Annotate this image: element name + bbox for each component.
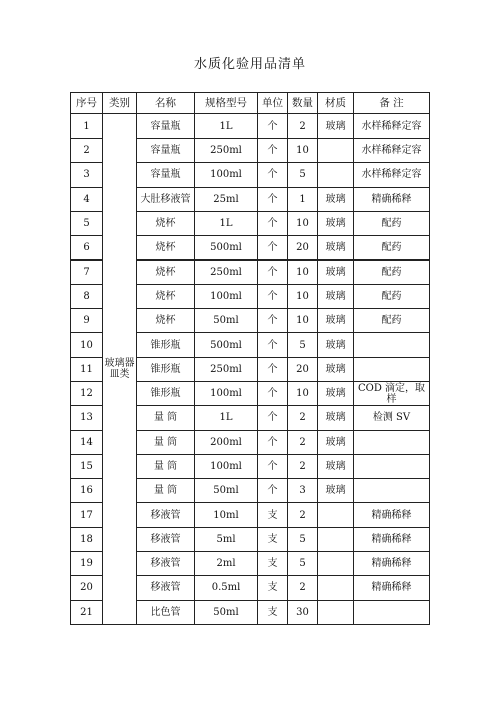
cell-note: 检测 SV [354,406,430,430]
cell-qty: 2 [288,114,318,139]
cell-unit: 个 [258,357,288,381]
cell-qty: 10 [288,260,318,284]
header-cell-material: 材质 [318,93,354,114]
cell-qty: 2 [288,454,318,478]
cell-spec: 500ml [195,333,258,357]
cell-material: 玻璃 [318,284,354,308]
category-cell: 玻璃器皿类 [103,114,137,625]
cell-no: 7 [71,260,103,284]
cell-unit: 支 [258,576,288,600]
cell-name: 烧杯 [137,260,195,284]
cell-no: 19 [71,552,103,576]
cell-note [354,430,430,454]
cell-material: 玻璃 [318,406,354,430]
cell-note: 配药 [354,309,430,333]
cell-note: 精确稀释 [354,503,430,527]
cell-spec: 25ml [195,187,258,211]
header-cell-no: 序号 [71,93,103,114]
cell-no: 13 [71,406,103,430]
cell-name: 烧杯 [137,236,195,260]
cell-unit: 支 [258,503,288,527]
cell-name: 量 筒 [137,430,195,454]
cell-name: 容量瓶 [137,114,195,139]
cell-qty: 1 [288,187,318,211]
cell-material: 玻璃 [318,236,354,260]
cell-material [318,527,354,551]
cell-unit: 个 [258,114,288,139]
header-cell-name: 名称 [137,93,195,114]
cell-spec: 10ml [195,503,258,527]
cell-name: 移液管 [137,527,195,551]
cell-qty: 20 [288,357,318,381]
cell-qty: 10 [288,309,318,333]
cell-qty: 2 [288,406,318,430]
cell-qty: 10 [288,381,318,405]
cell-note [354,333,430,357]
cell-name: 量 筒 [137,406,195,430]
cell-spec: 1L [195,406,258,430]
cell-note [354,357,430,381]
cell-unit: 个 [258,406,288,430]
cell-no: 9 [71,309,103,333]
cell-material: 玻璃 [318,333,354,357]
cell-unit: 个 [258,479,288,503]
cell-material: 玻璃 [318,479,354,503]
cell-spec: 1L [195,114,258,139]
cell-name: 容量瓶 [137,163,195,187]
cell-spec: 0.5ml [195,576,258,600]
cell-note: 水样稀释定容 [354,114,430,139]
cell-name: 烧杯 [137,284,195,308]
cell-note: 精确稀释 [354,576,430,600]
cell-unit: 个 [258,139,288,163]
cell-spec: 100ml [195,454,258,478]
table-header-row [71,93,430,114]
cell-note: 配药 [354,284,430,308]
cell-material [318,139,354,163]
cell-spec: 2ml [195,552,258,576]
cell-unit: 个 [258,163,288,187]
cell-note: COD 滴定，取样 [354,381,430,405]
cell-unit: 支 [258,600,288,624]
cell-qty: 2 [288,576,318,600]
cell-no: 20 [71,576,103,600]
cell-material [318,503,354,527]
document-title: 水质化验用品清单 [193,57,306,72]
cell-unit: 个 [258,430,288,454]
cell-note [354,600,430,624]
cell-note [354,454,430,478]
cell-spec: 1L [195,211,258,235]
cell-material: 玻璃 [318,454,354,478]
cell-material: 玻璃 [318,187,354,211]
cell-name: 锥形瓶 [137,381,195,405]
cell-note: 水样稀释定容 [354,163,430,187]
cell-qty: 10 [288,211,318,235]
cell-spec: 5ml [195,527,258,551]
table-row [71,114,430,139]
cell-name: 量 筒 [137,454,195,478]
cell-spec: 250ml [195,260,258,284]
cell-material: 玻璃 [318,357,354,381]
cell-qty: 5 [288,527,318,551]
cell-material: 玻璃 [318,430,354,454]
cell-spec: 250ml [195,357,258,381]
cell-unit: 个 [258,309,288,333]
cell-note: 精确稀释 [354,527,430,551]
header-cell-qty: 数量 [288,93,318,114]
cell-spec: 500ml [195,236,258,260]
cell-unit: 个 [258,187,288,211]
header-cell-note: 备 注 [354,93,430,114]
cell-spec: 100ml [195,163,258,187]
cell-material: 玻璃 [318,114,354,139]
cell-no: 14 [71,430,103,454]
cell-material: 玻璃 [318,211,354,235]
cell-material: 玻璃 [318,309,354,333]
cell-name: 移液管 [137,503,195,527]
cell-qty: 30 [288,600,318,624]
cell-material: 玻璃 [318,381,354,405]
cell-name: 大肚移液管 [137,187,195,211]
cell-unit: 个 [258,381,288,405]
cell-material: 玻璃 [318,260,354,284]
cell-unit: 个 [258,454,288,478]
cell-material [318,163,354,187]
cell-no: 10 [71,333,103,357]
cell-no: 3 [71,163,103,187]
cell-material [318,576,354,600]
cell-name: 锥形瓶 [137,357,195,381]
cell-note: 精确稀释 [354,552,430,576]
cell-spec: 100ml [195,381,258,405]
cell-no: 1 [71,114,103,139]
cell-no: 18 [71,527,103,551]
cell-name: 容量瓶 [137,139,195,163]
cell-unit: 支 [258,527,288,551]
cell-qty: 2 [288,503,318,527]
cell-name: 锥形瓶 [137,333,195,357]
header-cell-spec: 规格型号 [195,93,258,114]
cell-qty: 2 [288,430,318,454]
cell-spec: 50ml [195,600,258,624]
cell-qty: 5 [288,333,318,357]
cell-qty: 10 [288,284,318,308]
cell-no: 5 [71,211,103,235]
cell-material [318,600,354,624]
cell-material [318,552,354,576]
cell-no: 6 [71,236,103,260]
cell-unit: 个 [258,284,288,308]
cell-no: 16 [71,479,103,503]
cell-name: 烧杯 [137,309,195,333]
cell-spec: 250ml [195,139,258,163]
cell-no: 21 [71,600,103,624]
header-cell-unit: 单位 [258,93,288,114]
cell-note: 水样稀释定容 [354,139,430,163]
cell-no: 4 [71,187,103,211]
cell-no: 2 [71,139,103,163]
cell-no: 17 [71,503,103,527]
cell-name: 移液管 [137,576,195,600]
cell-name: 烧杯 [137,211,195,235]
cell-spec: 50ml [195,309,258,333]
cell-unit: 个 [258,333,288,357]
cell-name: 移液管 [137,552,195,576]
cell-qty: 3 [288,479,318,503]
cell-name: 量 筒 [137,479,195,503]
cell-spec: 100ml [195,284,258,308]
header-cell-category: 类别 [103,93,137,114]
cell-unit: 个 [258,260,288,284]
cell-qty: 5 [288,552,318,576]
cell-no: 15 [71,454,103,478]
table-body [71,114,430,625]
cell-note [354,479,430,503]
cell-qty: 10 [288,139,318,163]
cell-unit: 个 [258,236,288,260]
cell-spec: 200ml [195,430,258,454]
cell-note: 配药 [354,236,430,260]
cell-spec: 50ml [195,479,258,503]
cell-qty: 5 [288,163,318,187]
cell-no: 11 [71,357,103,381]
cell-note: 配药 [354,211,430,235]
cell-name: 比色管 [137,600,195,624]
cell-unit: 支 [258,552,288,576]
cell-unit: 个 [258,211,288,235]
cell-note: 配药 [354,260,430,284]
inventory-table [70,92,430,625]
cell-note: 精确稀释 [354,187,430,211]
cell-qty: 20 [288,236,318,260]
cell-no: 8 [71,284,103,308]
cell-no: 12 [71,381,103,405]
